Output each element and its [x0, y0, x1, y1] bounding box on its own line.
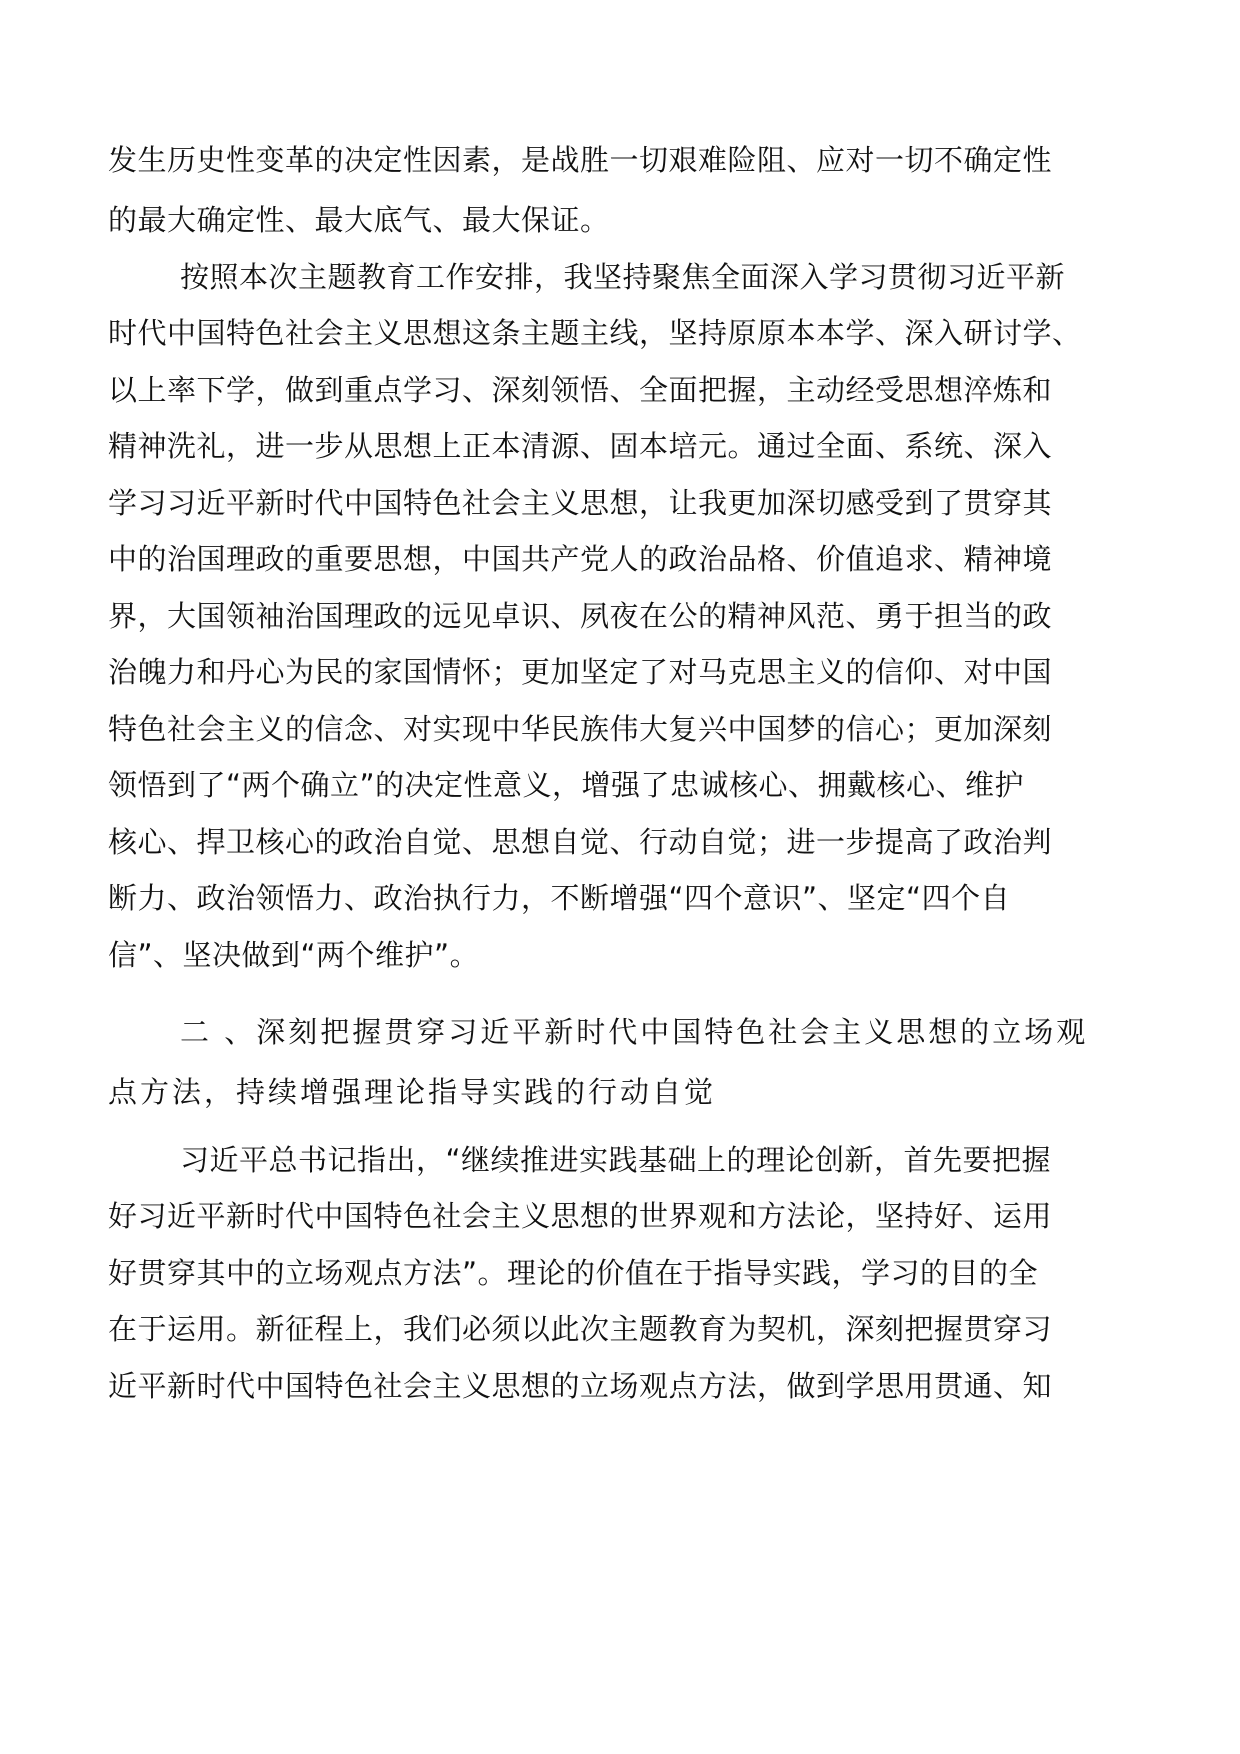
paragraph-line: 领悟到了“两个确立”的决定性意义，增强了忠诚核心、拥戴核心、维护 [108, 768, 1025, 802]
paragraph-line: 特色社会主义的信念、对实现中华民族伟大复兴中国梦的信心；更加深刻 [108, 712, 1053, 746]
paragraph-line: 信”、坚决做到“两个维护”。 [108, 938, 480, 972]
section-heading: 二 、深刻把握贯穿习近平新时代中国特色社会主义思想的立场观 [180, 1015, 1089, 1049]
paragraph-line: 学习习近平新时代中国特色社会主义思想，让我更加深切感受到了贯穿其 [108, 486, 1053, 520]
paragraph-line: 习近平总书记指出，“继续推进实践基础上的理论创新，首先要把握 [180, 1143, 1052, 1177]
paragraph-line: 的最大确定性、最大底气、最大保证。 [108, 203, 610, 237]
paragraph-line: 核心、捍卫核心的政治自觉、思想自觉、行动自觉；进一步提高了政治判 [108, 825, 1053, 859]
paragraph-line: 在于运用。新征程上，我们必须以此次主题教育为契机，深刻把握贯穿习 [108, 1312, 1053, 1346]
paragraph-line: 界，大国领袖治国理政的远见卓识、夙夜在公的精神风范、勇于担当的政 [108, 599, 1053, 633]
paragraph-line: 发生历史性变革的决定性因素，是战胜一切艰难险阻、应对一切不确定性 [108, 143, 1053, 177]
paragraph-line: 按照本次主题教育工作安排，我坚持聚焦全面深入学习贯彻习近平新 [180, 260, 1066, 294]
paragraph-line: 治魄力和丹心为民的家国情怀；更加坚定了对马克思主义的信仰、对中国 [108, 655, 1053, 689]
paragraph-line: 以上率下学，做到重点学习、深刻领悟、全面把握，主动经受思想淬炼和 [108, 373, 1053, 407]
paragraph-line: 精神洗礼，进一步从思想上正本清源、固本培元。通过全面、系统、深入 [108, 429, 1053, 463]
paragraph-line: 时代中国特色社会主义思想这条主题主线，坚持原原本本学、深入研讨学、 [108, 316, 1082, 350]
paragraph-line: 中的治国理政的重要思想，中国共产党人的政治品格、价值追求、精神境 [108, 542, 1053, 576]
paragraph-line: 好习近平新时代中国特色社会主义思想的世界观和方法论，坚持好、运用 [108, 1199, 1053, 1233]
paragraph-line: 断力、政治领悟力、政治执行力，不断增强“四个意识”、坚定“四个自 [108, 881, 1011, 915]
section-heading: 点方法，持续增强理论指导实践的行动自觉 [108, 1075, 717, 1109]
paragraph-line: 好贯穿其中的立场观点方法”。理论的价值在于指导实践，学习的目的全 [108, 1256, 1039, 1290]
paragraph-line: 近平新时代中国特色社会主义思想的立场观点方法，做到学思用贯通、知 [108, 1369, 1053, 1403]
